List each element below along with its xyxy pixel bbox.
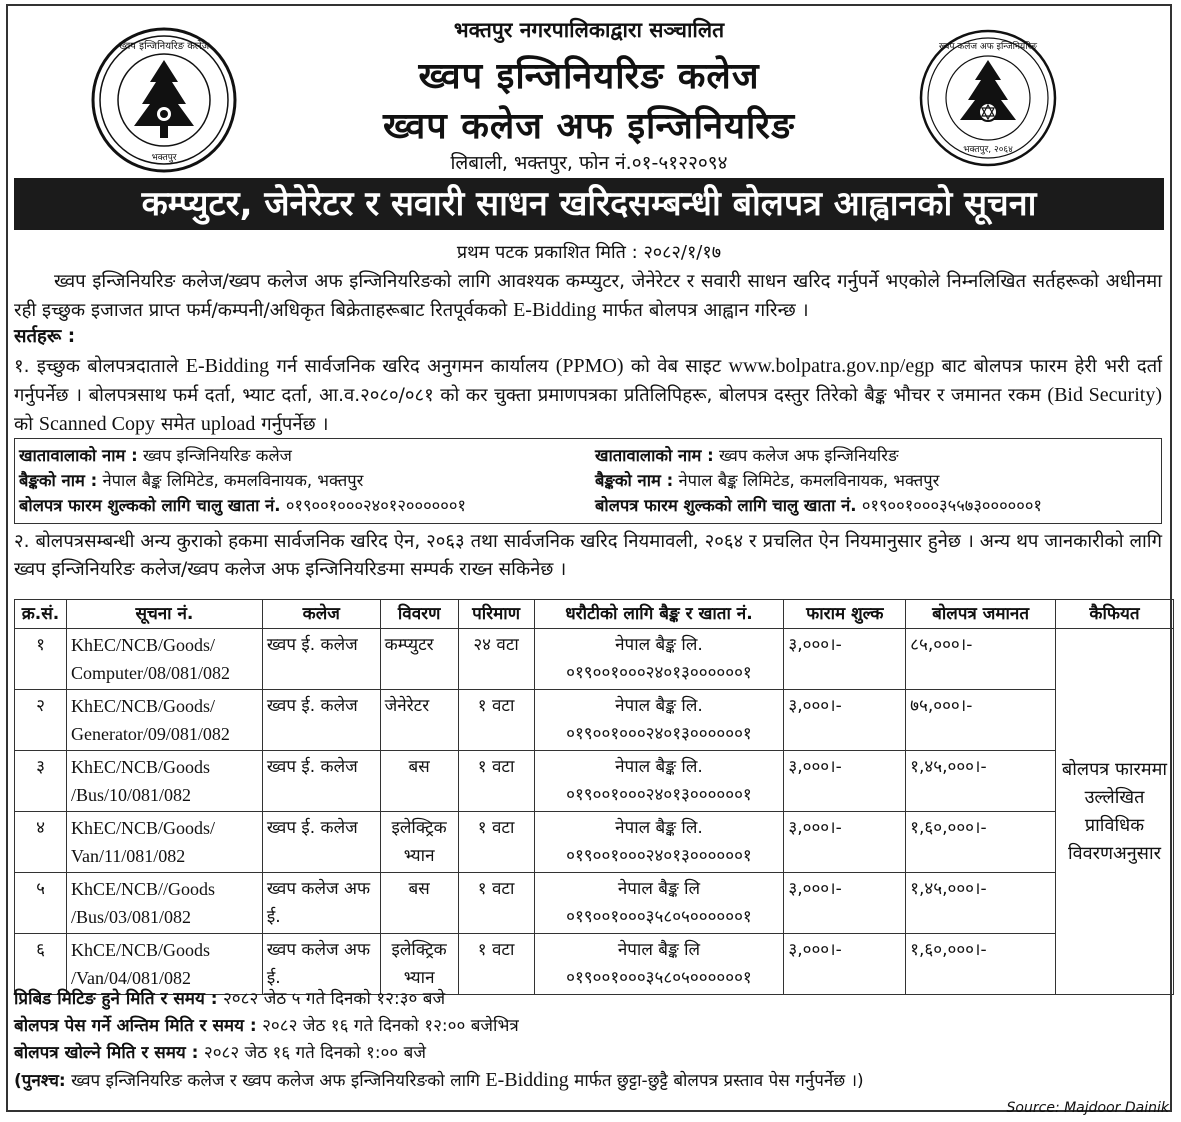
cell-description: बस	[380, 751, 458, 812]
notice-line-1: KhEC/NCB/Goods	[70, 757, 210, 777]
term1-text-e: को	[14, 414, 33, 435]
cell-deposit-account	[534, 751, 784, 812]
cell-college: ख्वप कलेज अफ ई.	[262, 934, 380, 995]
notice-line-2: /Bus/03/081/082	[70, 907, 191, 927]
cell-description: जेनेरेटर	[380, 690, 458, 751]
term1-text-f: समेत	[160, 414, 195, 435]
cell-notice-no	[66, 690, 262, 751]
bolpatra-url-link[interactable]: www.bolpatra.gov.np/egp	[728, 355, 935, 377]
postscript-text-a: ख्वप इन्जिनियरिङ कलेज र ख्वप कलेज अफ इन्जिनियरिङको लागि	[71, 1071, 480, 1091]
account-info-left	[19, 443, 466, 518]
intro-ebidding: E-Bidding	[513, 299, 597, 321]
submission-deadline-row	[14, 1013, 1162, 1040]
right-logo-bottom-text: भक्तपुर, २०६४	[963, 145, 1013, 155]
cell-form-fee: ३,०००।-	[784, 629, 906, 690]
cell-notice-no	[66, 812, 262, 873]
cell-quantity: १ वटा	[458, 873, 534, 934]
cell-college: ख्वप ई. कलेज	[262, 690, 380, 751]
notice-line-1: KhCE/NCB/Goods	[70, 940, 210, 960]
cell-description: इलेक्ट्रिक भ्यान	[380, 812, 458, 873]
right-logo-ring-text: ख्वप कलेज अफ इन्जिनियरिङ	[939, 42, 1037, 52]
col-header-quantity: परिमाण	[458, 600, 534, 629]
header-subtitle: भक्तपुर नगरपालिकाद्वारा सञ्चालित	[453, 18, 725, 42]
cell-deposit-account	[534, 812, 784, 873]
cell-deposit-account	[534, 873, 784, 934]
college-title-2: ख्वप कलेज अफ इन्जिनियरिङ	[383, 106, 795, 147]
intro-text-a: ख्वप इन्जिनियरिङ कलेज/ख्वप कलेज अफ इन्जिनियरिङको लागि आवश्यक कम्प्युटर, जेनेरेटर र सवारी साधन खरिद गर्नुपर्ने भएकोले निम्नलिखित सर्तहरूको अधीनमा रही इच्छुक इजाजत प्राप्त फर्म/कम्पनी/अधिकृत बिक्रेताहरूबाट रितपूर्वकको	[14, 271, 1162, 321]
left-logo-bottom-text: भक्तपुर	[151, 153, 177, 163]
bank-name: नेपाल बैङ्क लि	[617, 940, 701, 960]
opening-label: बोलपत्र खोल्ने मिति र समय :	[14, 1043, 199, 1063]
notice-line-2: /Van/04/081/082	[70, 968, 191, 988]
notice-line-1: KhEC/NCB/Goods/	[70, 696, 215, 716]
notice-line-2: Van/11/081/082	[70, 846, 186, 866]
cell-form-fee: ३,०००।-	[784, 934, 906, 995]
table-row	[15, 629, 1174, 690]
cell-form-fee: ३,०००।-	[784, 873, 906, 934]
col-header-notice-no: सूचना नं.	[66, 600, 262, 629]
term1-text-c: को वेब साइट	[630, 356, 722, 377]
table-header-row	[15, 600, 1174, 629]
table-row	[15, 873, 1174, 934]
notice-line-2: Generator/09/081/082	[70, 724, 230, 744]
col-header-form-fee: फाराम शुल्क	[784, 600, 906, 629]
postscript-ebidding: E-Bidding	[485, 1069, 569, 1091]
term1-text-a: १. इच्छुक बोलपत्रदाताले	[14, 356, 179, 377]
cell-college: ख्वप ई. कलेज	[262, 629, 380, 690]
cell-sn: ४	[15, 812, 67, 873]
account-holder: ख्वप इन्जिनियरिङ कलेज	[142, 446, 292, 465]
left-logo-ring-text: ख्वप इन्जिनियरिङ कलेज	[118, 41, 210, 52]
postscript-row	[14, 1067, 1162, 1095]
col-header-bid-security: बोलपत्र जमानत	[906, 600, 1056, 629]
col-header-sn: क्र.सं.	[15, 600, 67, 629]
notice-line-1: KhEC/NCB/Goods/	[70, 635, 215, 655]
college-address: लिबाली, भक्तपुर, फोन नं.०१-५१२२०९४	[450, 152, 728, 174]
account-number: ०१९००१०००२४०१३००००००१	[566, 663, 752, 683]
term-two-paragraph: २. बोलपत्रसम्बन्धी अन्य कुराको हकमा सार्वजनिक खरिद ऐन, २०६३ तथा सार्वजनिक खरिद नियमावली, २०६४ र प्रचलित ऐन नियमानुसार हुनेछ । अन्य थप जानकारीको लागि ख्वप इन्जिनियरिङ कलेज/ख्वप कलेज अफ इन्जिनियरिङमा सम्पर्क राख्न सकिनेछ ।	[14, 531, 1162, 580]
bank-name-row	[595, 468, 1042, 493]
table-row	[15, 690, 1174, 751]
account-number: ०१९००१०००२४०१३००००००१	[566, 785, 752, 805]
cell-bid-security: ७५,०००।-	[906, 690, 1056, 751]
cell-sn: ६	[15, 934, 67, 995]
term1-bid-security: (Bid Security)	[1047, 384, 1162, 406]
cell-notice-no	[66, 873, 262, 934]
cell-form-fee: ३,०००।-	[784, 812, 906, 873]
col-header-deposit-account: धरौटीको लागि बैङ्क र खाता नं.	[534, 600, 784, 629]
cell-description: बस	[380, 873, 458, 934]
label: खातावालाको नाम :	[595, 446, 714, 465]
bank-name: नेपाल बैङ्क लिमिटेड, कमलविनायक, भक्तपुर	[102, 471, 364, 490]
account-number: ०१९००१०००३५५७३००००००१	[861, 496, 1042, 515]
cell-sn: ३	[15, 751, 67, 812]
intro-text-b: मार्फत बोलपत्र आह्वान गरिन्छ ।	[602, 300, 809, 321]
cell-bid-security: १,४५,०००।-	[906, 873, 1056, 934]
account-info-right	[595, 443, 1042, 518]
cell-notice-no	[66, 629, 262, 690]
khwopa-engineering-college-logo	[90, 26, 238, 174]
term-one-paragraph	[14, 352, 1162, 439]
notice-banner-title: कम्प्युटर, जेनेरेटर र सवारी साधन खरिदसम्बन्धी बोलपत्र आह्वानको सूचना	[14, 178, 1164, 230]
account-number: ०१९००१०००२४०१२००००००१	[285, 496, 466, 515]
cell-college: ख्वप ई. कलेज	[262, 812, 380, 873]
label: बैङ्कको नाम :	[19, 471, 98, 490]
intro-paragraph	[14, 268, 1162, 325]
college-title-1: ख्वप इन्जिनियरिङ कलेज	[418, 56, 760, 97]
postscript-text-b: मार्फत छुट्टा-छुट्टै बोलपत्र प्रस्ताव पेस गर्नुपर्नेछ ।)	[574, 1071, 864, 1091]
label: खातावालाको नाम :	[19, 446, 138, 465]
cell-quantity: १ वटा	[458, 751, 534, 812]
account-number: ०१९००१०००२४०१३००००००१	[566, 724, 752, 744]
account-number-row	[595, 493, 1042, 518]
bank-name: नेपाल बैङ्क लि.	[615, 696, 703, 716]
cell-description: कम्प्युटर	[380, 629, 458, 690]
notice-line-2: Computer/08/081/082	[70, 663, 230, 683]
term1-scanned-copy: Scanned Copy	[38, 413, 155, 435]
bank-accounts-box	[14, 438, 1162, 524]
account-holder: ख्वप कलेज अफ इन्जिनियरिङ	[718, 446, 899, 465]
account-number: ०१९००१०००३५८०५००००००१	[566, 968, 752, 988]
bank-name: नेपाल बैङ्क लि.	[615, 635, 703, 655]
cell-bid-security: १,६०,०००।-	[906, 934, 1056, 995]
cell-bid-security: १,४५,०००।-	[906, 751, 1056, 812]
notice-line-1: KhCE/NCB//Goods	[70, 879, 215, 899]
term1-ppmo: (PPMO)	[555, 355, 624, 377]
bank-name: नेपाल बैङ्क लि.	[615, 818, 703, 838]
schedule-section	[14, 986, 1162, 1095]
account-number: ०१९००१०००३५८०५००००००१	[566, 907, 752, 927]
account-number-row	[19, 493, 466, 518]
bid-opening-row	[14, 1040, 1162, 1067]
bank-name: नेपाल बैङ्क लि	[617, 879, 701, 899]
cell-form-fee: ३,०००।-	[784, 751, 906, 812]
cell-bid-security: ८५,०००।-	[906, 629, 1056, 690]
khwopa-college-of-engineering-logo	[918, 28, 1058, 168]
bank-name: नेपाल बैङ्क लि.	[615, 757, 703, 777]
cell-deposit-account	[534, 629, 784, 690]
cell-form-fee: ३,०००।-	[784, 690, 906, 751]
prebid-label: प्रिबिड मिटिङ हुने मिति र समय :	[14, 989, 218, 1009]
term1-text-d: बाट बोलपत्र फारम हेरी भरी दर्ता गर्नुपर्नेछ । बोलपत्रसाथ फर्म दर्ता, भ्याट दर्ता, आ.व.२०८०/०८१ को कर चुक्ता प्रमाणपत्रका प्रतिलिपिहरू, बोलपत्र दस्तुर तिरेको बैङ्क भौचर र जमानत रकम	[14, 356, 1163, 406]
col-header-description: विवरण	[380, 600, 458, 629]
account-holder-row	[595, 443, 1042, 468]
terms-label: सर्तहरू :	[14, 326, 76, 347]
tender-table	[14, 599, 1174, 995]
cell-college: ख्वप ई. कलेज	[262, 751, 380, 812]
cell-quantity: १ वटा	[458, 690, 534, 751]
term1-upload: upload	[200, 413, 256, 435]
cell-sn: १	[15, 629, 67, 690]
account-holder-row	[19, 443, 466, 468]
term1-ebidding: E-Bidding	[185, 355, 270, 377]
cell-sn: ५	[15, 873, 67, 934]
prebid-datetime: २०८२ जेठ ५ गते दिनको १२:३० बजे	[222, 989, 446, 1009]
cell-quantity: २४ वटा	[458, 629, 534, 690]
cell-college: ख्वप कलेज अफ ई.	[262, 873, 380, 934]
cell-sn: २	[15, 690, 67, 751]
col-header-remarks: कैफियत	[1055, 600, 1173, 629]
term1-text-b: गर्न सार्वजनिक खरिद अनुगमन कार्यालय	[276, 356, 549, 377]
cell-deposit-account	[534, 690, 784, 751]
table-row	[15, 751, 1174, 812]
source-credit: Source: Majdoor Dainik	[1006, 1100, 1169, 1116]
bank-name: नेपाल बैङ्क लिमिटेड, कमलविनायक, भक्तपुर	[678, 471, 940, 490]
cell-notice-no	[66, 751, 262, 812]
postscript-label: (पुनश्च:	[14, 1071, 66, 1091]
notice-line-1: KhEC/NCB/Goods/	[70, 818, 215, 838]
label: बैङ्कको नाम :	[595, 471, 674, 490]
cell-quantity: १ वटा	[458, 812, 534, 873]
label: बोलपत्र फारम शुल्कको लागि चालु खाता नं.	[19, 496, 281, 515]
cell-description: इलेक्ट्रिक भ्यान	[380, 934, 458, 995]
cell-remarks: बोलपत्र फारममा उल्लेखित प्राविधिक विवरणअनुसार	[1055, 629, 1173, 995]
bank-name-row	[19, 468, 466, 493]
notice-header	[8, 6, 1170, 176]
submission-label: बोलपत्र पेस गर्ने अन्तिम मिति र समय :	[14, 1016, 257, 1036]
term1-text-g: गर्नुपर्नेछ ।	[261, 414, 329, 435]
account-number: ०१९००१०००२४०१३००००००१	[566, 846, 752, 866]
submission-datetime: २०८२ जेठ १६ गते दिनको १२:०० बजेभित्र	[262, 1016, 519, 1036]
cell-bid-security: १,६०,०००।-	[906, 812, 1056, 873]
cell-quantity: १ वटा	[458, 934, 534, 995]
opening-datetime: २०८२ जेठ १६ गते दिनको १:०० बजे	[203, 1043, 426, 1063]
notice-page	[6, 4, 1172, 1112]
col-header-college: कलेज	[262, 600, 380, 629]
label: बोलपत्र फारम शुल्कको लागि चालु खाता नं.	[595, 496, 857, 515]
table-row	[15, 812, 1174, 873]
notice-line-2: /Bus/10/081/082	[70, 785, 191, 805]
prebid-meeting-row	[14, 986, 1162, 1013]
published-date: प्रथम पटक प्रकाशित मिति : २०८२/१/१७	[456, 242, 722, 263]
